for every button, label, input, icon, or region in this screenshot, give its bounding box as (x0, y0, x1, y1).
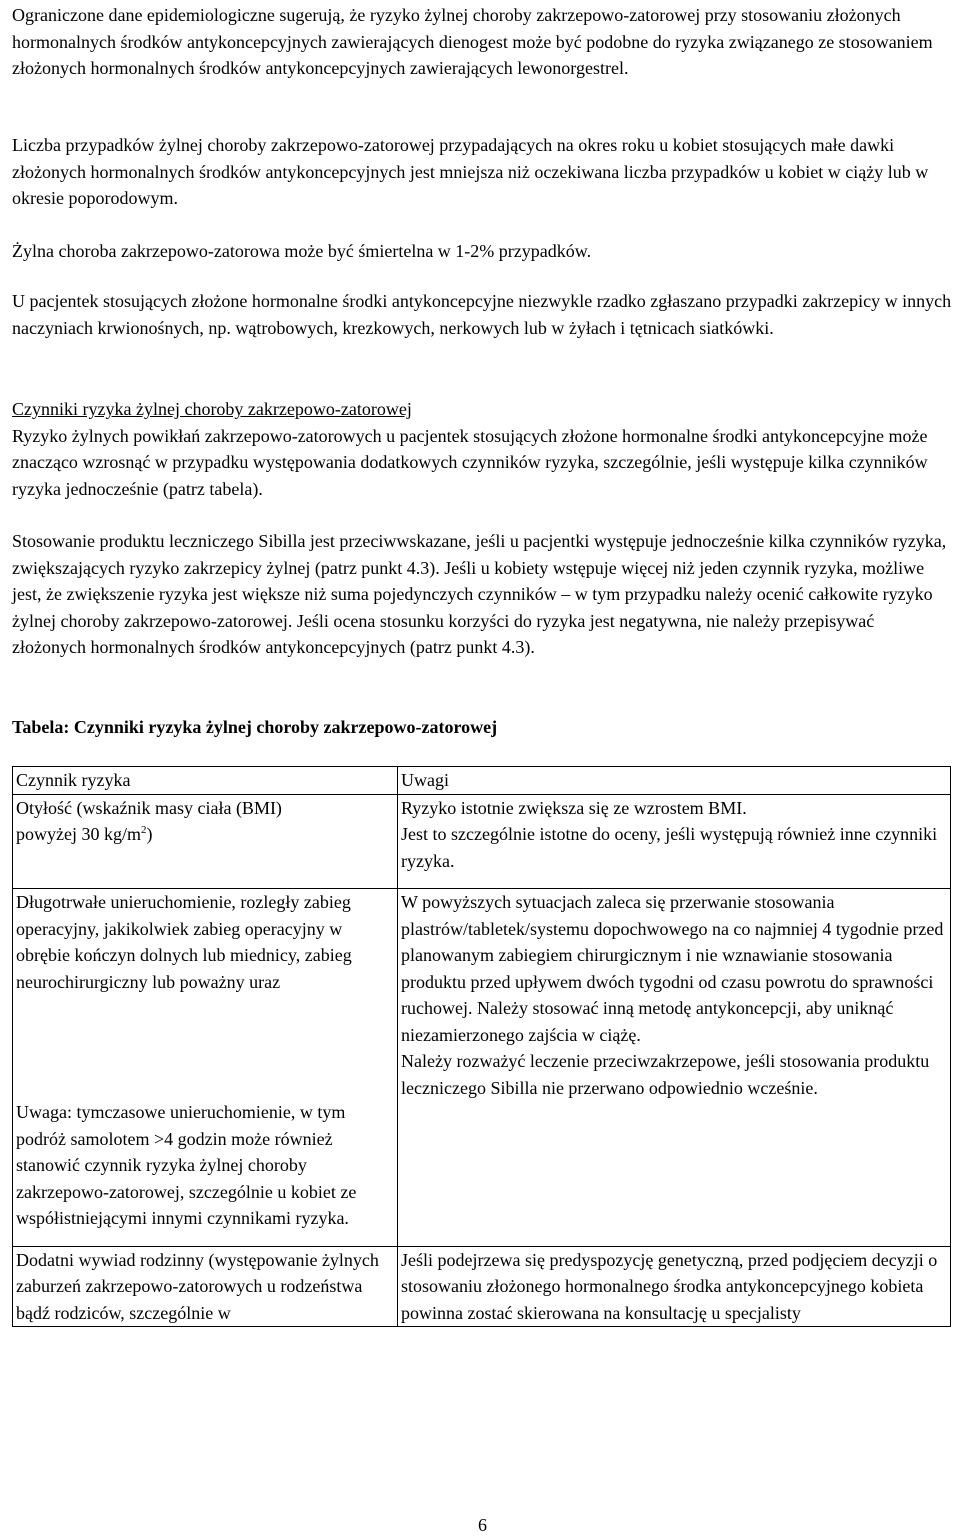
page-number: 6 (478, 1515, 487, 1535)
paragraph-other-thrombosis: U pacjentek stosujących złożone hormonalne środki antykoncepcyjne niezwykle rzadko zgłaszano przypadki zakrzepicy w innych naczyniach krwionośnych, np. wątrobowych, krezkowych, nerkowych lub w żyłach i tętnicach siatkówki. (12, 291, 952, 338)
table-title: Tabela: Czynniki ryzyka żylnej choroby zakrzepowo-zatorowej (12, 717, 498, 737)
cell-factor (13, 889, 398, 1247)
section-heading: Czynniki ryzyka żylnej choroby zakrzepowo-zatorowej (12, 399, 412, 419)
superscript: 2 (140, 824, 147, 836)
cell-notes: Jeśli podejrzewa się predyspozycję genetyczną, przed podjęciem decyzji o stosowaniu złożonego hormonalnego środka antykoncepcyjnego kobieta powinna zostać skierowana na konsultację u specjalisty (398, 1246, 951, 1327)
table-row (13, 1246, 951, 1327)
table-row (13, 794, 951, 889)
factor-text: ) (146, 824, 153, 844)
cell-notes (398, 889, 951, 1247)
section-risk-factors (12, 396, 952, 502)
header-factor: Czynnik ryzyka (13, 767, 398, 795)
factor-note: Uwaga: tymczasowe unieruchomienie, w tym podróż samolotem >4 godzin może również stanowić czynnik ryzyka żylnej choroby zakrzepowo-zatorowej, szczególnie u kobiet ze współistniejącymi innymi czynnikami ryzyka. (16, 1102, 357, 1228)
factor-text: powyżej 30 kg/m (16, 824, 141, 844)
table-header-row (13, 767, 951, 795)
cell-notes (398, 794, 951, 889)
table-row (13, 889, 951, 1247)
paragraph-contraindication: Stosowanie produktu leczniczego Sibilla jest przeciwwskazane, jeśli u pacjentki występuje jednocześnie kilka czynników ryzyka, zwiększających ryzyko zakrzepicy żylnej (patrz punkt 4.3). Jeśli u kobiety wstępuje więcej niż jeden czynnik ryzyka, możliwe jest, że zwiększenie ryzyka jest większe niż suma pojedynczych czynników – w tym przypadku należy ocenić całkowite ryzyko żylnej choroby zakrzepowo-zatorowej. Jeśli ocena stosunku korzyści do ryzyka jest negatywna, nie należy przepisywać złożonych hormonalnych środków antykoncepcyjnych (patrz punkt 4.3). (12, 531, 947, 657)
spacer (16, 1232, 393, 1246)
cell-factor (13, 794, 398, 889)
factor-text: Otyłość (wskaźnik masy ciała (BMI) (16, 797, 282, 818)
cell-factor: Dodatni wywiad rodzinny (występowanie żylnych zaburzeń zakrzepowo-zatorowych u rodzeństwa bądź rodziców, szczególnie w (13, 1246, 398, 1327)
risk-factor-table (12, 766, 951, 1327)
header-notes: Uwagi (398, 767, 951, 795)
paragraph-case-count: Liczba przypadków żylnej choroby zakrzepowo-zatorowej przypadających na okres roku u kobiet stosujących małe dawki złożonych hormonalnych środków antykoncepcyjnych jest mniejsza niż oczekiwana liczba przypadków u kobiet w ciąży lub w okresie poporodowym. (12, 135, 929, 208)
spacer (401, 874, 946, 888)
notes-text: Należy rozważyć leczenie przeciwzakrzepowe, jeśli stosowania produktu leczniczego Sibilla nie przerwano odpowiednio wcześnie. (401, 1051, 930, 1098)
section-body: Ryzyko żylnych powikłań zakrzepowo-zatorowych u pacjentek stosujących złożone hormonalne środki antykoncepcyjne może znacząco wzrosnąć w przypadku występowania dodatkowych czynników ryzyka, szczególnie, jeśli występuje kilka czynników ryzyka jednocześnie (patrz tabela). (12, 425, 928, 499)
notes-text: Ryzyko istotnie zwiększa się ze wzrostem BMI. (401, 797, 747, 818)
notes-text: W powyższych sytuacjach zaleca się przerwanie stosowania plastrów/tabletek/systemu dopochwowego na co najmniej 4 tygodnie przed planowanym zabiegiem chirurgicznym i nie wznawianie stosowania produktu przed upływem dwóch tygodni od czasu powrotu do sprawności ruchowej. Należy stosować inną metodę antykoncepcji, aby uniknąć niezamierzonego zajścia w ciążę. (401, 892, 944, 1045)
paragraph-dienogest-risk: Ograniczone dane epidemiologiczne sugerują, że ryzyko żylnej choroby zakrzepowo-zatorowej przy stosowaniu złożonych hormonalnych środków antykoncepcyjnych zawierających dienogest może być podobne do ryzyka związanego ze stosowaniem złożonych hormonalnych środków antykoncepcyjnych zawierających lewonorgestrel. (12, 5, 933, 78)
paragraph-mortality: Żylna choroba zakrzepowo-zatorowa może być śmiertelna w 1-2% przypadków. (12, 241, 592, 261)
factor-text: Długotrwałe unieruchomienie, rozległy zabieg operacyjny, jakikolwiek zabieg operacyjny w obrębie kończyn dolnych lub miednicy, zabieg neurochirurgiczny lub poważny uraz (16, 892, 352, 992)
spacer (16, 995, 393, 1099)
notes-text: Jest to szczególnie istotne do oceny, jeśli występują również inne czynniki ryzyka. (401, 824, 938, 871)
